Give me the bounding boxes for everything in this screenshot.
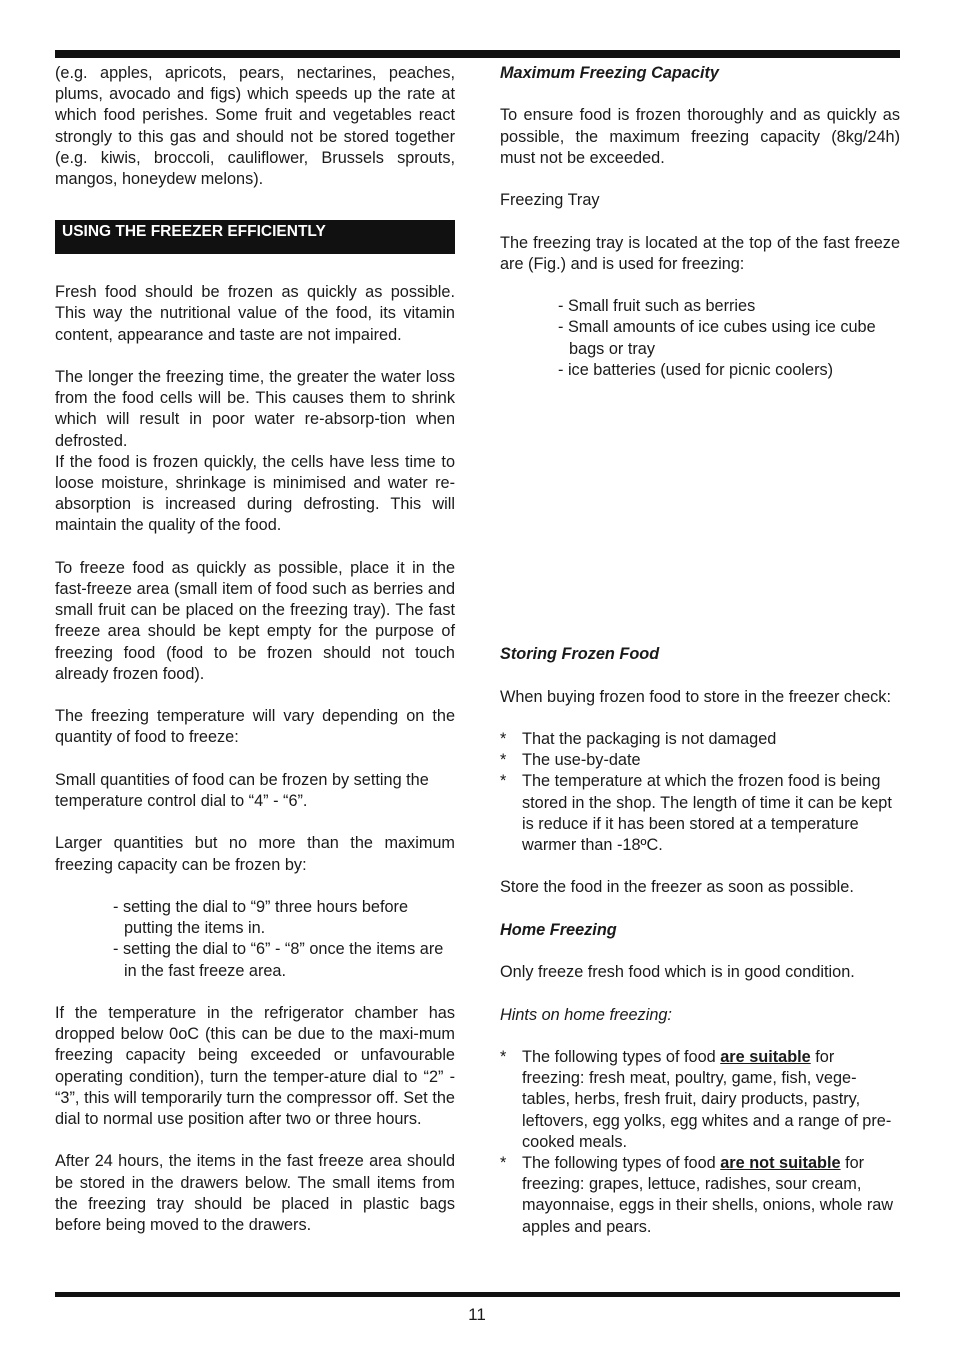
storing-heading: Storing Frozen Food [500,645,660,664]
home-freezing-heading: Home Freezing [500,920,617,939]
figure-space [500,402,900,644]
page-number: 11 [468,1305,486,1324]
emphasis: are not suitable [720,1153,841,1172]
freezing-tray-title: Freezing Tray [500,191,600,210]
check-list [500,729,900,856]
paragraph: The freezing tray is located at the top of the fast freeze are (Fig.) and is used for freezing: [500,233,900,273]
bullet: * [500,1153,507,1172]
paragraph: Small quantities of food can be frozen by setting the temperature control dial to “4” - “6”. [55,770,429,811]
list-item: * That the packaging is not damaged [500,729,900,750]
list-item: - Small fruit such as berries [558,297,756,316]
bullet: * [500,1047,507,1066]
list-item: - setting the dial to “9” three hours before putting the items in. [113,898,409,938]
right-column [500,63,900,1259]
list-item: * The following types of food are not suitable for freezing: grapes, lettuce, radishes, sour cream, mayonnaise, eggs in their shells, onions, whole raw apples and pears. [500,1153,894,1236]
paragraph: To ensure food is frozen thoroughly and as quickly as possible, the maximum freezing capacity (8kg/24h) must not be exceeded. [500,106,900,167]
intro-paragraph: (e.g. apples, apricots, pears, nectarines, peaches, plums, avocado and figs) which speeds up the rate at which food perishes. Some fruit and vegetables react strongly to this gas and should not be stored together (e.g. kiwis, broccoli, cauliflower, Brussels sprouts, mangos, honeydew melons). [55,64,455,189]
hints-heading: Hints on home freezing: [500,1005,672,1024]
paragraph: The longer the freezing time, the greater the water loss from the food cells will be. This causes them to shrink which will result in poor water re-absorp-tion when defrosted. [55,368,455,450]
list-item: - setting the dial to “6” - “8” once the items are in the fast freeze area. [113,940,444,980]
paragraph: Only freeze fresh food which is in good condition. [500,963,855,982]
paragraph: If the temperature in the refrigerator chamber has dropped below 0oC (this can be due to the maxi-mum freezing capacity being exceeded or unfavourable operating condition), turn the temper-ature dial to “2” - “3”, this will temporarily turn the compressor off. Set the dial to normal use position after two or three hours. [55,1004,455,1129]
list-item: - Small amounts of ice cubes using ice cube bags or tray [558,318,876,358]
paragraph: After 24 hours, the items in the fast freeze area should be stored in the drawers below. The small items from the freezing tray should be placed in plastic bags before being moved to the drawers. [55,1152,455,1235]
bullet: * [500,751,507,770]
paragraph: If the food is frozen quickly, the cells have less time to loose moisture, shrinkage is minimised and water re-absorption is increased during defrosting. This will maintain the quality of the food. [55,452,455,535]
dial-list [113,897,455,982]
bullet: * [500,729,507,748]
bottom-rule [55,1292,900,1297]
paragraph: The freezing temperature will vary depending on the quantity of food to freeze: [55,707,455,747]
max-capacity-heading: Maximum Freezing Capacity [500,64,719,82]
list-item: * The temperature at which the frozen food is being stored in the shop. The length of time it can be kept is reduce if it has been stored at a temperature warmer than -18ºC. [500,772,892,854]
emphasis: are suitable [720,1047,811,1066]
tray-list [558,296,900,381]
left-column [55,63,455,1257]
list-item: * The following types of food are suitable for freezing: fresh meat, poultry, game, fish, vege-tables, herbs, fresh fruit, dairy products, pastry, leftovers, egg yolks, egg whites and a range of pre- cooked meals. [500,1047,892,1151]
paragraph: To freeze food as quickly as possible, place it in the fast-freeze area (small item of food such as berries and small fruit can be placed on the freezing tray). The fast freeze area should be kept empty for the purpose of freezing food (food to be frozen should not touch already frozen food). [55,558,455,683]
list-item: * The use-by-date [500,750,900,771]
paragraph: Larger quantities but no more than the maximum freezing capacity can be frozen by: [55,834,455,874]
paragraph: Store the food in the freezer as soon as possible. [500,878,854,897]
hints-list [500,1047,900,1238]
section-banner: USING THE FREEZER EFFICIENTLY [55,220,455,254]
bullet: * [500,772,507,791]
paragraph: Fresh food should be frozen as quickly as possible. This way the nutritional value of the food, its vitamin content, appearance and taste are not impaired. [55,283,455,344]
paragraph: When buying frozen food to store in the freezer check: [500,687,891,706]
top-rule [55,50,900,58]
list-item: - ice batteries (used for picnic coolers) [558,360,834,379]
